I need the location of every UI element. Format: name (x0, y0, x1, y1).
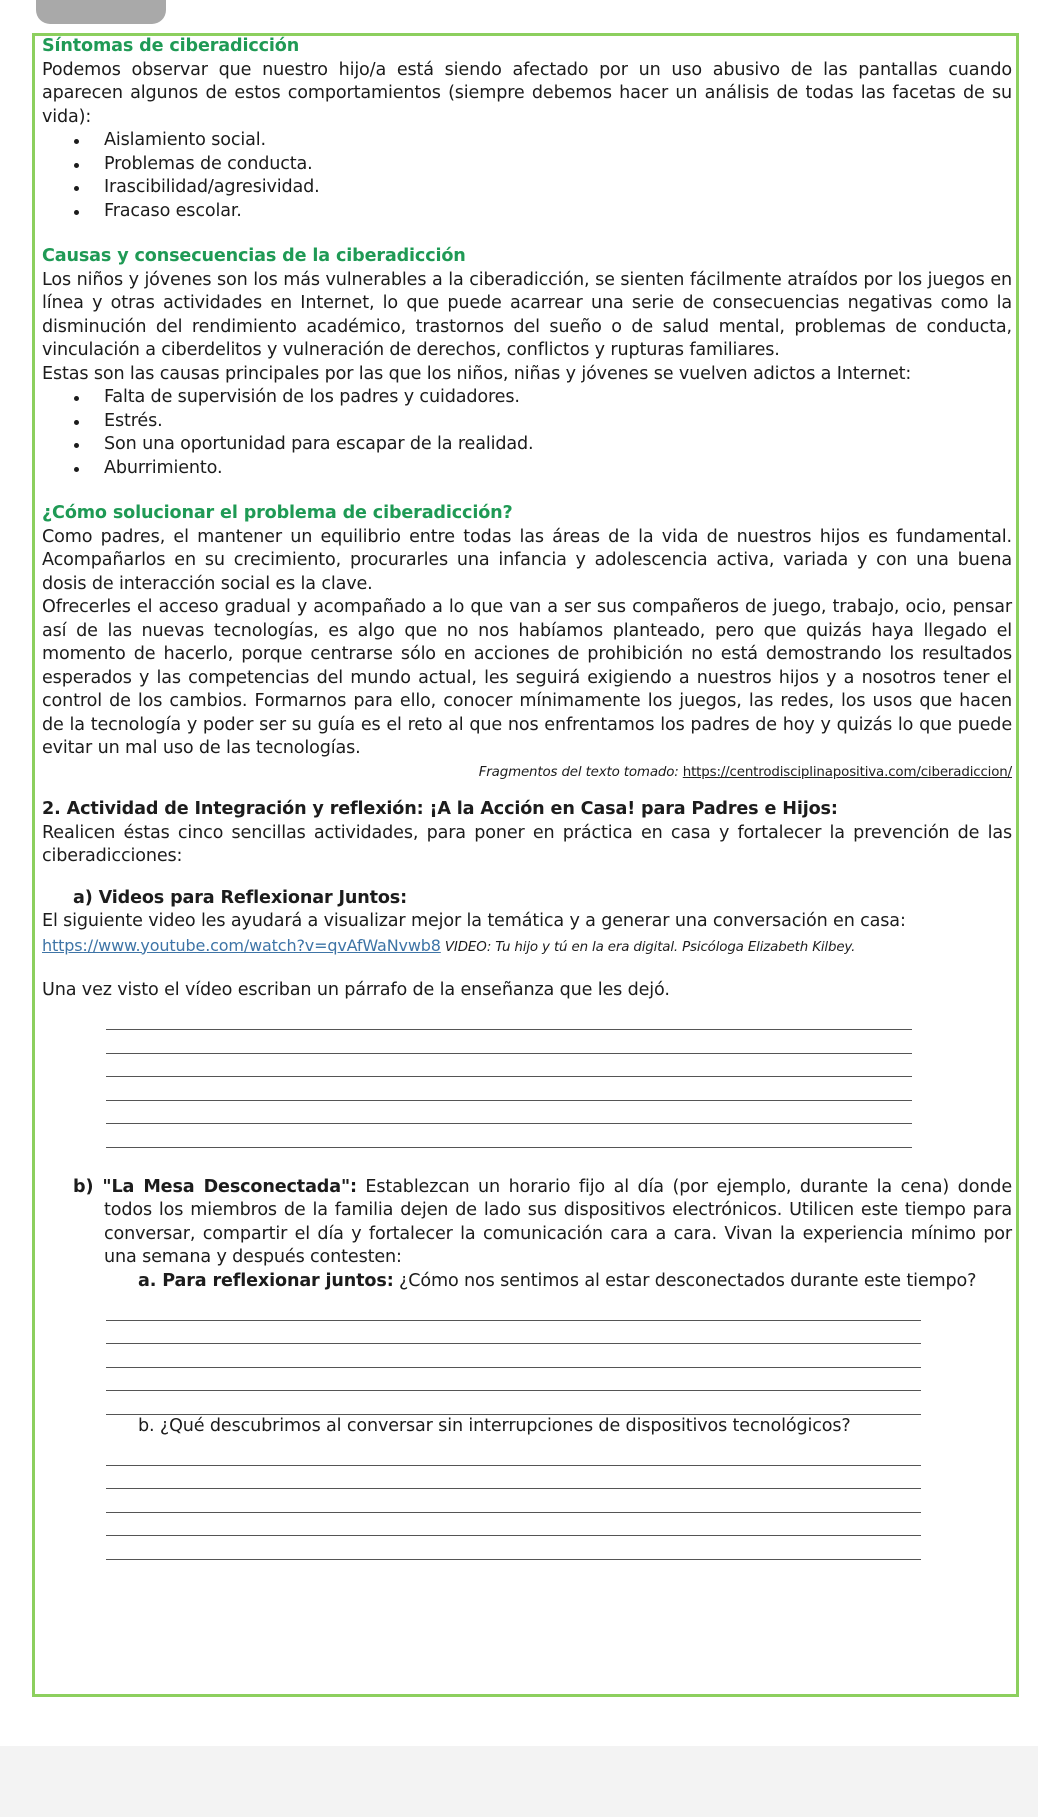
causas-heading: Causas y consecuencias de la ciberadicción (42, 246, 466, 266)
answer-line[interactable] (106, 1442, 921, 1466)
question-a-text: ¿Cómo nos sentimos al estar desconectados durante este tiempo? (393, 1270, 977, 1291)
causas-paragraph: Los niños y jóvenes son los más vulnerables a la ciberadicción, se sienten fácilmente atraídos por los juegos en línea y otras actividades en Internet, lo que puede acarrear una serie de consecuencias negativas como la disminución del rendimiento académico, trastornos del sueño o de salud mental, problemas de conducta, vinculación a ciberdelitos y vulneración de derechos, conflictos y rupturas familiares. (42, 269, 1012, 360)
answer-line[interactable] (106, 1466, 921, 1490)
question-b: b. ¿Qué descubrimos al conversar sin interrupciones de dispositivos tecnológicos? (138, 1415, 851, 1436)
video-section-text: El siguiente video les ayudará a visualizar mejor la temática y a generar una conversación en casa: (42, 911, 906, 931)
answer-line[interactable] (106, 1344, 921, 1368)
answer-line[interactable] (106, 1536, 921, 1560)
sintomas-list (42, 129, 1012, 223)
causas-intro: Estas son las causas principales por las que los niños, niñas y jóvenes se vuelven adictos a Internet: (42, 363, 912, 384)
list-item: Problemas de conducta. (74, 153, 1012, 177)
list-item: Estrés. (74, 410, 1012, 434)
answer-lines-question-a[interactable] (106, 1297, 921, 1415)
answer-line[interactable] (106, 1297, 921, 1321)
actividad-title: 2. Actividad de Integración y reflexión: ¡A la Acción en Casa! para Padres e Hijos: (42, 799, 838, 819)
answer-line[interactable] (106, 1030, 912, 1054)
list-item: Falta de supervisión de los padres y cuidadores. (74, 386, 1012, 410)
source-prefix: Fragmentos del texto tomado: (478, 764, 683, 780)
video-prompt: Una vez visto el vídeo escriban un párrafo de la enseñanza que les dejó. (42, 980, 670, 1000)
list-item: Son una oportunidad para escapar de la realidad. (74, 433, 1012, 457)
answer-line[interactable] (106, 1391, 921, 1415)
question-a (138, 1270, 1012, 1294)
answer-line[interactable] (106, 1513, 921, 1537)
answer-line[interactable] (106, 1489, 921, 1513)
answer-line[interactable] (106, 1321, 921, 1345)
solucion-paragraph-1: Como padres, el mantener un equilibrio entre todas las áreas de la vida de nuestros hijos es fundamental. Acompañarlos en su crecimiento, procurarles una infancia y adolescencia activa, variada y con una buena dosis de interacción social es la clave. (42, 526, 1012, 594)
video-section-title: a) Videos para Reflexionar Juntos: (73, 887, 407, 908)
bottom-band (0, 1746, 1038, 1817)
question-a-label: a. Para reflexionar juntos: (138, 1270, 394, 1291)
list-item: Fracaso escolar. (74, 200, 1012, 224)
video-description: VIDEO: Tu hijo y tú en la era digital. Psicóloga Elizabeth Kilbey. (440, 939, 856, 955)
list-item: Aburrimiento. (74, 457, 1012, 481)
document-content (42, 35, 1012, 1560)
list-item: Irascibilidad/agresividad. (74, 176, 1012, 200)
causas-list (42, 386, 1012, 480)
source-citation (42, 761, 1012, 785)
mesa-desconectada-item (73, 1176, 1012, 1270)
youtube-link[interactable]: https://www.youtube.com/watch?v=qvAfWaNvwb8 (42, 935, 441, 955)
answer-lines-video[interactable] (106, 1007, 912, 1148)
answer-line[interactable] (106, 1101, 912, 1125)
solucion-heading: ¿Cómo solucionar el problema de ciberadicción? (42, 503, 513, 523)
answer-line[interactable] (106, 1054, 912, 1078)
answer-line[interactable] (106, 1124, 912, 1148)
sintomas-heading: Síntomas de ciberadicción (42, 36, 300, 56)
top-tab (36, 0, 166, 24)
answer-line[interactable] (106, 1368, 921, 1392)
mesa-desconectada-text: Establezcan un horario fijo al día (por ejemplo, durante la cena) donde todos los miembros de la familia dejen de lado sus dispositivos electrónicos. Utilicen este tiempo para conversar, compartir el día y fortalecer la comunicación cara a cara. Vivan la experiencia mínimo por una semana y después contesten: (104, 1176, 1013, 1267)
video-line (42, 934, 1012, 960)
actividad-intro: Realicen éstas cinco sencillas actividades, para poner en práctica en casa y fortalecer la prevención de las ciberadicciones: (42, 822, 1012, 866)
list-item: Aislamiento social. (74, 129, 1012, 153)
sintomas-intro: Podemos observar que nuestro hijo/a está siendo afectado por un uso abusivo de las pantallas cuando aparecen algunos de estos comportamientos (siempre debemos hacer un análisis de todas las facetas de su vida): (42, 59, 1012, 127)
answer-line[interactable] (106, 1007, 912, 1031)
solucion-paragraph-2: Ofrecerles el acceso gradual y acompañado a lo que van a ser sus compañeros de juego, trabajo, ocio, pensar así de las nuevas tecnologías, es algo que no nos habíamos planteado, pero que quizás haya llegado el momento de hacerlo, porque centrarse sólo en acciones de prohibición no está demostrando los resultados esperados y las competencias del mundo actual, les seguirá exigiendo a nuestros hijos y a nosotros tener el control de los cambios. Formarnos para ello, conocer mínimamente los juegos, las redes, los usos que hacen de la tecnología y poder ser su guía es el reto al que nos enfrentamos los padres de hoy y quizás lo que puede evitar un mal uso de las tecnologías. (42, 597, 1012, 758)
answer-lines-question-b[interactable] (106, 1442, 921, 1560)
source-link[interactable]: https://centrodisciplinapositiva.com/ciberadiccion/ (682, 764, 1012, 780)
answer-line[interactable] (106, 1077, 912, 1101)
mesa-desconectada-label: b) "La Mesa Desconectada": (73, 1176, 357, 1197)
